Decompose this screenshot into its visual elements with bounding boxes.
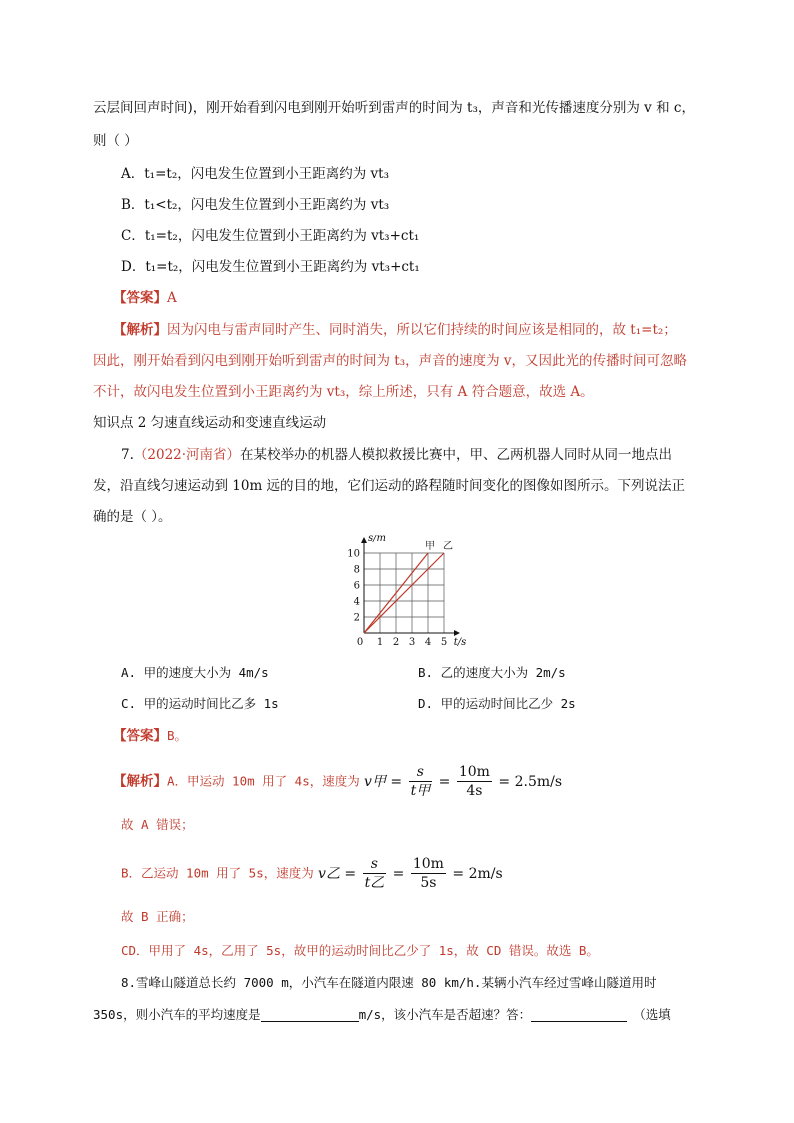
q7-source: （2022·河南省） — [133, 447, 241, 463]
q6-option-d: D．t₁=t₂，闪电发生位置到小王距离约为 vt₃+ct₁ — [121, 259, 420, 275]
q7-conclusion-cd: CD．甲用了 4s，乙用了 5s，故甲的运动时间比乙少了 1s，故 CD 错误。故选 B。 — [121, 943, 599, 958]
answer-tag: 【答案】 — [113, 290, 167, 306]
chart-series — [364, 553, 444, 633]
q7-number: 7. — [121, 447, 134, 463]
q6-analysis-line2: 因此，刚开始看到闪电到刚开始听到雷声的时间为 t₃，声音的速度为 v，又因此光的传播时间可忽略 — [93, 353, 688, 369]
q8-text-a: 350s，则小汽车的平均速度是 — [93, 1007, 261, 1022]
y-tick-label: 4 — [353, 596, 360, 608]
analysis-tag: 【解析】 — [113, 773, 167, 790]
answer-value: B。 — [167, 728, 188, 743]
fraction-s-over-t: $\frac{s}{\text{t甲}}$ — [410, 764, 431, 799]
answer-tag: 【答案】 — [113, 728, 167, 744]
y-axis-label: s/m — [368, 535, 386, 544]
formula-b-lhs: v乙 = — [318, 865, 357, 882]
x-tick-label: 3 — [408, 637, 416, 648]
q7-conclusion-b: 故 B 正确； — [121, 909, 194, 924]
y-tick-label: 6 — [353, 580, 360, 592]
q6-line1: 云层间回声时间)，刚开始看到闪电到刚开始听到雷声的时间为 t₃，声音和光传播速度分别为 v 和 c， — [93, 100, 695, 116]
q6-analysis-line3: 不计，故闪电发生位置到小王距离约为 vt₃，综上所述，只有 A 符合题意，故选 A。 — [93, 384, 594, 400]
q7-analysis-b — [121, 855, 503, 891]
section-heading: 知识点 2 匀速直线运动和变速直线运动 — [93, 415, 327, 431]
q7-analysis-a — [113, 763, 562, 799]
distance-time-chart — [344, 535, 480, 653]
series-label: 甲 — [425, 541, 435, 552]
y-tick-label: 10 — [347, 548, 360, 560]
analysis-tag: 【解析】 — [113, 322, 167, 338]
y-axis-arrow — [361, 537, 367, 543]
y-tick-label: 8 — [353, 564, 360, 576]
x-tick-label: 2 — [392, 637, 400, 648]
series-label: 乙 — [443, 541, 453, 552]
q7-option-c: C. 甲的运动时间比乙多 1s — [121, 696, 279, 711]
formula-a: v甲 = $\frac{s}{\text{t甲}}$ = $\frac{10m}{4s}$ = 2.5m/s — [364, 764, 563, 799]
q7-stem-text1: 在某校举办的机器人模拟救援比赛中，甲、乙两机器人同时从同一地点出 — [240, 447, 673, 463]
analysis-b-text: B．乙运动 10m 用了 5s，速度为 — [121, 865, 314, 881]
q8-blank-speed[interactable] — [261, 1007, 359, 1022]
q6-option-b: B．t₁<t₂，闪电发生位置到小王距离约为 vt₃ — [121, 197, 390, 213]
x-axis-arrow — [454, 630, 460, 636]
q6-option-a: A．t₁=t₂，闪电发生位置到小王距离约为 vt₃ — [121, 166, 389, 182]
x-tick-label: 0 — [356, 637, 364, 648]
x-tick-label: 4 — [424, 637, 432, 648]
analysis-text: 因为闪电与雷声同时产生、同时消失，所以它们持续的时间应该是相同的，故 t₁=t₂； — [167, 322, 677, 338]
q6-line2: 则（ ） — [93, 133, 138, 149]
q7-stem-line2: 发，沿直线匀速运动到 10m 远的目的地，它们运动的路程随时间变化的图像如图所示。下列说法正 — [93, 478, 686, 494]
q8-text-c: （选填 — [633, 1007, 671, 1022]
formula-b-result: = 2m/s — [452, 865, 503, 882]
y-tick-label: 2 — [353, 612, 360, 624]
formula-b: v乙 = $\frac{s}{\text{t乙}}$ = $\frac{10m}{5s}$ = 2m/s — [318, 856, 503, 891]
x-tick-label: 5 — [440, 637, 448, 648]
q7-conclusion-a: 故 A 错误； — [121, 817, 194, 832]
x-axis-label: t/s — [453, 637, 467, 648]
analysis-a-text: A．甲运动 10m 用了 4s，速度为 — [167, 773, 360, 789]
q6-option-c: C．t₁=t₂，闪电发生位置到小王距离约为 vt₃+ct₁ — [121, 228, 420, 244]
formula-a-result: = 2.5m/s — [498, 773, 563, 790]
q6-answer — [113, 288, 177, 308]
series-line-yi — [364, 553, 444, 633]
q8-line2 — [93, 1005, 671, 1025]
x-tick-label: 1 — [376, 637, 384, 648]
q8-text-b: m/s，该小汽车是否超速？答： — [358, 1007, 532, 1022]
q7-option-a: A. 甲的速度大小为 4m/s — [121, 665, 269, 680]
answer-value: A — [167, 290, 177, 306]
q8-line1: 8.雪峰山隧道总长约 7000 m，小汽车在隧道内限速 80 km/h.某辆小汽车经过雪峰山隧道用时 — [121, 975, 657, 990]
fraction-s-over-t: $\frac{s}{\text{t乙}}$ — [364, 856, 385, 891]
q7-stem-line1 — [121, 445, 672, 465]
formula-a-lhs: v甲 = — [364, 773, 403, 790]
q7-option-b: B. 乙的速度大小为 2m/s — [418, 665, 566, 680]
fraction-values: $\frac{10m}{4s}$ — [458, 764, 490, 799]
q7-option-d: D. 甲的运动时间比乙少 2s — [418, 696, 576, 711]
q7-answer — [113, 726, 187, 746]
q7-stem-line3: 确的是（ ）。 — [93, 509, 172, 525]
q8-blank-answer[interactable] — [531, 1007, 627, 1022]
fraction-values: $\frac{10m}{5s}$ — [412, 856, 444, 891]
q6-analysis-line1 — [113, 320, 677, 340]
